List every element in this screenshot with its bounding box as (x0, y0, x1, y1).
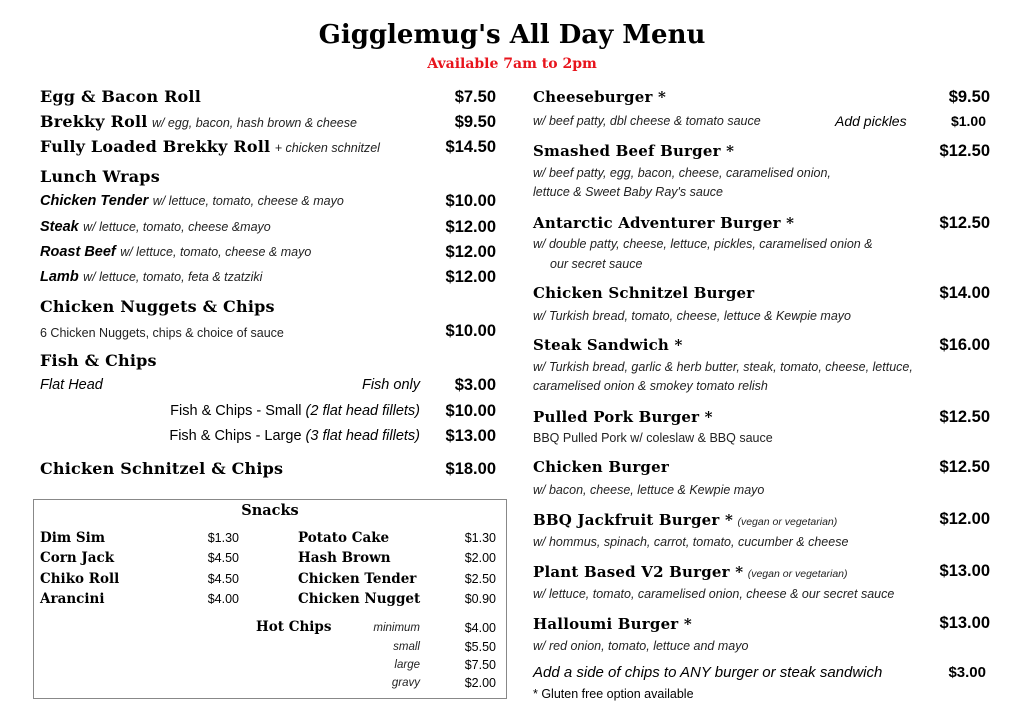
burger-price: $9.50 (948, 88, 990, 106)
snack-name: Chicken Nugget (298, 591, 421, 607)
burger-note: (vegan or vegetarian) (737, 516, 838, 528)
menu-item (40, 217, 271, 237)
burger-desc: our secret sauce (550, 257, 643, 271)
menu-subtitle: Available 7am to 2pm (427, 56, 597, 72)
snack-price: $0.90 (464, 592, 496, 606)
menu-title: Gigglemug's All Day Menu (318, 20, 706, 50)
burger-name: Smashed Beef Burger * (533, 142, 735, 160)
item-name: Fish & Chips - Small (170, 403, 302, 419)
item-price: $7.50 (454, 88, 496, 106)
burger-desc: w/ Turkish bread, tomato, cheese, lettuce & Kewpie mayo (533, 309, 851, 323)
burger-name: Cheeseburger * (533, 88, 667, 106)
size-label: small (393, 641, 420, 653)
menu-item (40, 112, 357, 133)
snack-price: $2.50 (464, 572, 496, 586)
burger-desc: caramelised onion & smokey tomato relish (533, 379, 768, 393)
item-name: Steak (40, 219, 79, 235)
size-label: large (394, 659, 420, 671)
side-offer: Add a side of chips to ANY burger or steak sandwich (533, 664, 883, 681)
burger-desc: w/ beef patty, dbl cheese & tomato sauce (533, 114, 761, 128)
size-label: minimum (373, 622, 420, 634)
item-price: $10.00 (445, 402, 496, 420)
snack-price: $4.00 (207, 592, 239, 606)
snack-price: $1.30 (207, 531, 239, 545)
snack-name: Potato Cake (298, 530, 390, 546)
snack-name: Chiko Roll (40, 571, 120, 587)
item-price: $13.00 (445, 427, 496, 445)
item-name: Lamb (40, 269, 79, 285)
burger-name: Chicken Burger (533, 458, 669, 476)
extra-label: Add pickles (835, 113, 907, 129)
item-price: $14.50 (445, 138, 496, 156)
burger-price: $12.50 (939, 142, 990, 160)
snack-name: Chicken Tender (298, 571, 417, 587)
snack-name: Arancini (40, 591, 105, 607)
menu-item (40, 267, 262, 287)
extra-price: $1.00 (950, 113, 986, 129)
item-option: Fish only (361, 377, 420, 393)
burger-desc: w/ red onion, tomato, lettuce and mayo (533, 639, 749, 653)
burger-desc: w/ lettuce, tomato, caramelised onion, cheese & our secret sauce (533, 587, 895, 601)
burger-desc: w/ hommus, spinach, carrot, tomato, cucumber & cheese (533, 535, 849, 549)
snack-name: Corn Jack (40, 550, 115, 566)
burger-price: $12.00 (939, 510, 990, 528)
burger-item (533, 562, 848, 584)
side-price: $3.00 (948, 664, 986, 681)
burger-desc: w/ beef patty, egg, bacon, cheese, caramelised onion, (533, 166, 831, 180)
snack-price: $4.50 (207, 572, 239, 586)
snack-price: $4.00 (464, 621, 496, 635)
menu-item (40, 137, 380, 158)
burger-item (533, 510, 837, 532)
item-price: $3.00 (454, 376, 496, 394)
snack-price: $7.50 (464, 658, 496, 672)
burger-name: Steak Sandwich * (533, 336, 683, 354)
snack-price: $2.00 (464, 676, 496, 690)
snacks-heading: Snacks (241, 502, 299, 519)
snack-price: $2.00 (464, 551, 496, 565)
item-desc: w/ lettuce, tomato, feta & tzatziki (83, 270, 263, 284)
section-heading: Lunch Wraps (40, 167, 160, 186)
item-desc: (3 flat head fillets) (305, 428, 420, 444)
burger-desc: w/ Turkish bread, garlic & herb butter, steak, tomato, cheese, lettuce, (533, 360, 913, 374)
item-name: Fish & Chips - Large (169, 428, 302, 444)
burger-desc: lettuce & Sweet Baby Ray's sauce (533, 185, 723, 199)
item-price: $12.00 (445, 268, 496, 286)
item-desc: w/ lettuce, tomato, cheese & mayo (152, 194, 344, 208)
size-label: gravy (391, 677, 420, 689)
burger-price: $12.50 (939, 408, 990, 426)
snack-price: $1.30 (464, 531, 496, 545)
item-name: Egg & Bacon Roll (40, 87, 201, 106)
snack-name: Hash Brown (298, 550, 391, 566)
burger-name: Halloumi Burger * (533, 615, 692, 633)
menu-item (40, 242, 311, 262)
snack-name: Dim Sim (40, 530, 105, 546)
burger-name: Plant Based V2 Burger * (533, 563, 744, 581)
item-price: $12.00 (445, 218, 496, 236)
burger-name: Chicken Schnitzel Burger (533, 284, 755, 302)
item-desc: w/ lettuce, tomato, cheese &mayo (83, 220, 271, 234)
burger-desc: w/ double patty, cheese, lettuce, pickles, caramelised onion & (533, 237, 873, 251)
item-price: $12.00 (445, 243, 496, 261)
snack-price: $5.50 (464, 640, 496, 654)
burger-name: BBQ Jackfruit Burger * (533, 511, 733, 529)
snack-price: $4.50 (207, 551, 239, 565)
item-desc: w/ egg, bacon, hash brown & cheese (151, 116, 357, 130)
burger-price: $14.00 (939, 284, 990, 302)
item-name: Roast Beef (40, 244, 116, 260)
item-name: Brekky Roll (40, 112, 148, 131)
item-desc: 6 Chicken Nuggets, chips & choice of sauce (40, 326, 284, 340)
burger-desc: w/ bacon, cheese, lettuce & Kewpie mayo (533, 483, 765, 497)
item-price: $10.00 (445, 322, 496, 340)
item-price: $18.00 (445, 460, 496, 478)
burger-price: $16.00 (939, 336, 990, 354)
menu-item (169, 426, 420, 446)
burger-name: Pulled Pork Burger * (533, 408, 713, 426)
menu-item (40, 191, 344, 211)
burger-note: (vegan or vegetarian) (747, 568, 848, 580)
gluten-note: * Gluten free option available (533, 687, 694, 701)
burger-price: $12.50 (939, 214, 990, 232)
burger-price: $13.00 (939, 562, 990, 580)
item-desc: + chicken schnitzel (274, 141, 380, 155)
burger-desc: BBQ Pulled Pork w/ coleslaw & BBQ sauce (533, 431, 773, 445)
menu-item (170, 401, 420, 421)
snack-name: Hot Chips (256, 619, 332, 635)
item-price: $9.50 (454, 113, 496, 131)
item-desc: (2 flat head fillets) (305, 403, 420, 419)
item-price: $10.00 (445, 192, 496, 210)
item-name: Flat Head (40, 377, 103, 393)
burger-name: Antarctic Adventurer Burger * (533, 214, 795, 232)
section-heading: Fish & Chips (40, 351, 157, 370)
item-desc: w/ lettuce, tomato, cheese & mayo (120, 245, 312, 259)
burger-price: $12.50 (939, 458, 990, 476)
item-name: Chicken Tender (40, 193, 149, 209)
burger-price: $13.00 (939, 614, 990, 632)
item-name: Fully Loaded Brekky Roll (40, 137, 271, 156)
item-name: Chicken Schnitzel & Chips (40, 459, 284, 478)
item-name: Chicken Nuggets & Chips (40, 297, 275, 316)
